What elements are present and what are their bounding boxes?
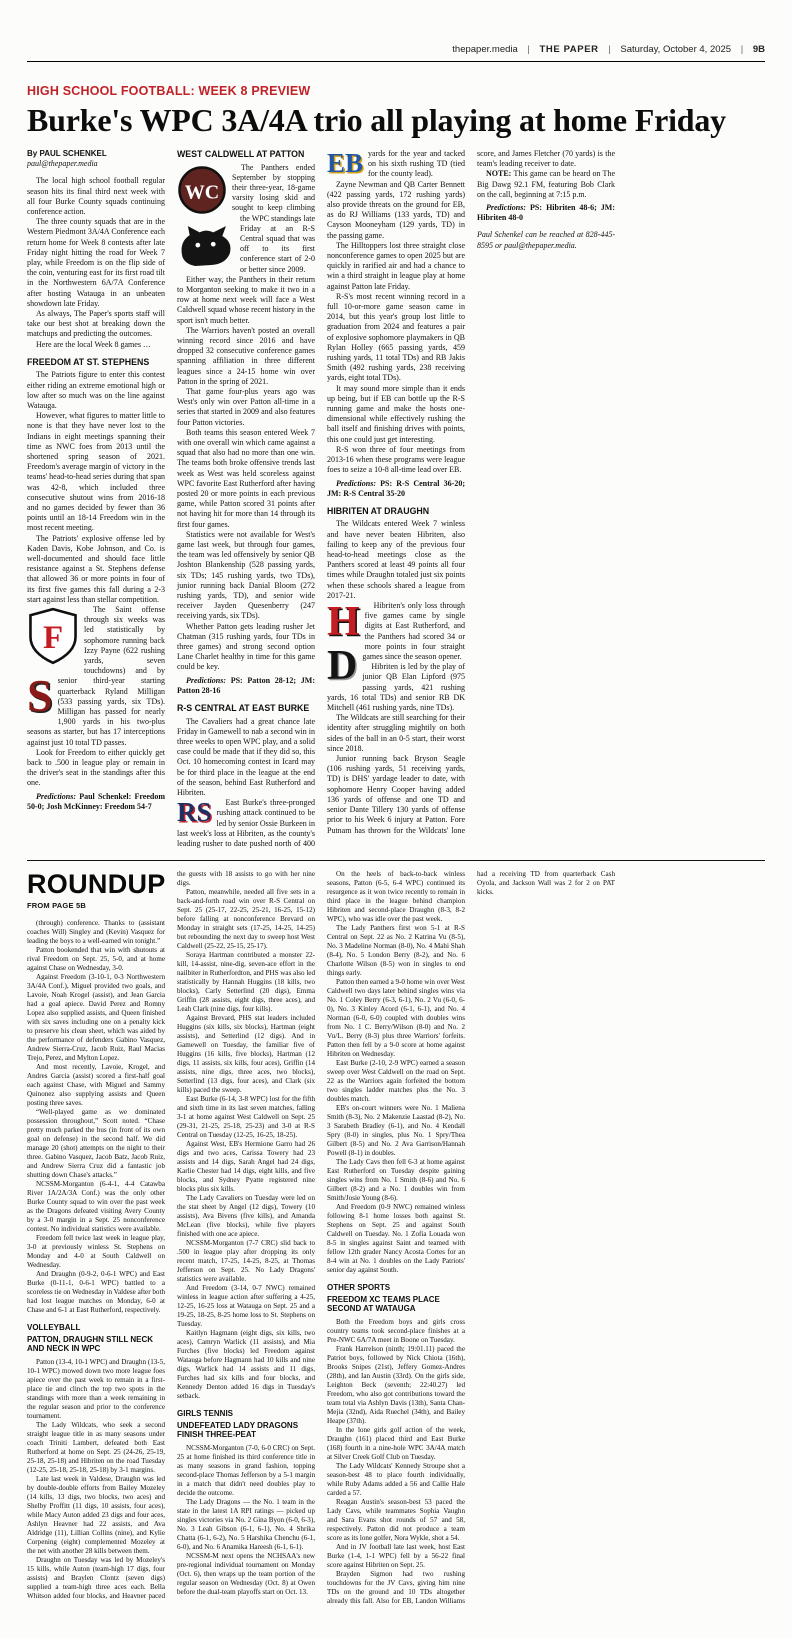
predictions-line: Predictions: PS: R-S Central 36-20; JM: R-S Central 35-20 [327,478,465,498]
article-paragraph: However, what figures to matter little to none is that they have never lost to the Indians in eight meetings spanning their time as NWC foes from 2013 until the shortened spring season of 2021. Freedom's average margin of victory in the teams' head-to-head series during that span was 42-8, which included three consecutive shutout wins from 2016-18 and no games decided by fewer than 36 points until an 18-14 Freedom win in the most recent meeting. [27,411,165,533]
masthead-separator: | [740,44,744,55]
article-paragraph: In the lone girls golf action of the week, Draughn (161) placed third and East Burke (168) fourth in a nine-hole WPC 3A/4A match at Silver Creek Golf Club on Tuesday. [327,1425,465,1461]
article-paragraph: Against Freedom (3-10-1, 0-3 Northwestern 3A/4A Conf.), Miguel provided two goals, and Lavoie, Noah Krogel (assist), and Jean Garcia had a goal apiece. David Perez and Romny Lopez also supplied assists, and Queen finished with six saves including one on a penalty kick to preserve his clean sheet, which was aided by the performance of defenders Gabino Vasquez, Andrew Sierra-Cruz, Jacob Ruiz, Raul Macias Trejo, Perez, and Mylton Lopez. [27,973,165,1062]
article-paragraph: And most recently, Lavoie, Krogel, and Andres Garcia (assist) scored a first-half goal each against Chase, with Miguel and Sammy Quinonez also supplying assists and Queen posting three saves. [27,1063,165,1107]
hibriten-logo [327,599,360,646]
article-paragraph: The Lady Cavs then fell 6-3 at home against East Rutherford on Tuesday despite gaining singles wins from No. 1 Smith (8-6) and No. 6 Gilbert (8-2) and a No. 1 doubles win from Smith/Josie Young (8-6). [327,1158,465,1202]
article-paragraph: Patton (13-4, 10-1 WPC) and Draughn (13-5, 10-1 WPC) mowed down two more league foes apiece over the past week to remain in a first-place tie and clinch the top two spots in the standings with more than a week remaining in the regular season and prior to the conference tournament. [27,1357,165,1420]
saints-s-icon: S [27,670,53,722]
article-paragraph: Reagan Austin's season-best 53 paced the Lady Cavs, while teammates Sophia Vaughn and Sara Evans shot rounds of 57 and 58, respectively. Patton did not produce a team score as its lone golfer, Nora Wykle, shot a 54. [327,1497,465,1542]
lead-in-label: Predictions: [486,203,531,213]
predictions-line: Predictions: Paul Schenkel: Freedom 50-0; Josh McKinney: Freedom 54-7 [27,791,166,811]
shield-icon [27,607,79,665]
article-paragraph: The Wildcats are still searching for their identity after struggling mightily on both sides of the ball in an 0-5 start, their worst since 2018. [327,713,465,753]
svg-text:F: F [42,620,64,657]
section-divider [27,860,765,861]
section-subhead: R-S CENTRAL AT EAST BURKE [177,703,310,714]
article-paragraph: The Hilltoppers lost three straight close nonconference games to open 2025 but are quickly in rarified air and had a chance to win a third straight in league play at home against Patton late Friday. [327,240,465,291]
article-paragraph: As always, The Paper's sports staff will take our best shot at breaking down the matchups and predicting the outcomes. [27,309,165,339]
article-paragraph: The three county squads that are in the Western Piedmont 3A/4A Conference each return home for Week 8 contests after late Friday night hitting the road for Week 7 play, while Freedom is on the flip side of the coin, venturing east for its first road tilt in the Northwestern 6A/7A Conference after hosting Watauga in an unbeaten showdown late Friday. [27,217,165,308]
article-paragraph: And Freedom (0-9 NWC) remained winless following 8-1 home losses both against St. Stephens on Sept. 25 and against South Caldwell on Tuesday. No. 1 Zofia Louada won 8-5 in singles against Saint and teamed with fellow 12th grader Nancy Acosta Cortes for an 8-4 win at No. 1 doubles on the Lady Patriots' senior day against South. [327,1203,465,1274]
sport-label: OTHER SPORTS [327,1283,391,1292]
section-subhead: PATTON, DRAUGHN STILL NECK AND NECK IN WPC [27,1334,154,1354]
article-paragraph: The Lady Panthers first won 5-1 at R-S Central on Sept. 22 as No. 2 Katrina Vu (8-5), No. 3 Madeline Norman (8-0), No. 4 Mahi Shah (8-4), No. 5 London Berry (8-2), and No. 6 Charlotte Wilson (8-5) won in singles to end things early. [327,924,465,977]
roundup-section [27,870,765,1610]
preview-article-columns [27,149,765,851]
main-headline: Burke's WPC 3A/4A trio all playing at home Friday [27,102,726,138]
roundup-columns [27,870,765,1610]
article-paragraph: Patton, meanwhile, needed all five sets in a back-and-forth road win over R-S Central on Sept. 25 (25-17, 22-25, 25-21, 16-25, 15-12) before falling at nonconference Brevard on Monday in straight sets (17-25, 14-25, 14-25) but rebounding the next day to sweep host West Caldwell (25-22, 25-15, 25-17). [177,888,315,950]
section-subhead: WEST CALDWELL AT PATTON [177,149,305,159]
article-paragraph: Soraya Hartman contributed a monster 22-kill, 14-assist, nine-dig, seven-ace effort in the nailbiter in Rutherfordton, and PHS was also led statistically by Hannah Huggins (18 kills, two blocks), Carly Setterlind (20 digs), Emma Griffin (28 assists, eight digs, three aces), and Leah Clark (nine digs, four kills). [177,951,315,1013]
hibriten-h-icon: H [327,599,360,646]
predictions-line: Predictions: PS: Hibriten 48-6; JM: Hibriten 48-0 [477,203,615,223]
masthead [27,44,765,62]
east-burke-logo [327,151,363,177]
article-paragraph: Hibriten's only loss through five games came by single digits at East Rutherford, and the Panthers had scored 34 or more points in four straight games since the season opener. [362,601,465,662]
article-paragraph: Against Brevard, PHS stat leaders included Huggins (six kills, six blocks), Hartman (eight assists), and Setterlind (12 digs). And in Gamewell on Tuesday, the familiar five of Huggins (16 kills, five blocks), Hartman (12 digs, 11 assists, six kills, four aces), Griffin (14 assists, nine digs, three aces, two blocks), Setterlind (13 digs, four aces), and Clark (six kills) paced the sweep. [177,1014,315,1094]
article-paragraph: The Wildcats entered Week 7 winless and have never beaten Hibriten, also failing to keep any of the previous four head-to-head meetings close as the Panthers scored at least 49 points all four times while Draughn totaled just six points when these schools shared a league from 2017-21. [327,519,465,600]
article-paragraph: Junior running back Bryson Seagle (106 rushing yards, 51 receiving yards, TD) is DHS' yardage leader to date, with sophomore Henry Cooper having added 136 yards of offense and one TD and senior Dante Tillery 130 yards of offense prior to his Week 6 injury at Patton. Fore Putnam has thrown for the Wildcats' lone score, and James Fletcher (70 yards) is the team's leading receiver to date. [327,149,615,835]
section-subhead: UNDEFEATED LADY DRAGONS FINISH THREE-PEAT [177,1420,299,1440]
draughn-d-icon: D [327,642,358,689]
article-paragraph: NCSSM-Morganton (7-7 CRC) slid back to .500 in league play after dropping its only recent match, 17-25, 14-25, 8-25, at Thomas Jefferson on Sept. 25. No Lady Dragons' statistics were available. [177,1239,315,1283]
article-paragraph: NCSSM-Morganton (7-0, 6-0 CRC) on Sept. 25 at home finished its third conference title in as many seasons in grand fashion, topping second-place Thomas Jefferson by a 5-1 margin in a match that didn't need doubles play to decide the outcome. [177,1443,315,1497]
lead-in-label: Predictions: [36,791,80,801]
article-paragraph: NCSSM-Morganton (6-4-1, 4-4 Catawba River 1A/2A/3A Conf.) was the only other Burke County squad to win over the past week as the Dragons defeated visiting Avery County by a 3-0 margin in a Sept. 25 nonconference contest. No individual statistics were available. [27,1180,165,1233]
panther-head-icon [177,224,235,268]
article-paragraph: EB's on-court winners were No. 1 Maliena Smith (8-3), No. 2 Makenzie Laastad (8-2), No. 3 Sarabeth Bradley (6-1), and No. 4 Kendall Spry (8-0) in singles, plus No. 1 Spry/Thea Gilbert (8-5) and No. 2 Ava Garrison/Hannah Powell (8-1) in doubles. [327,1104,465,1157]
article-paragraph: It may sound more simple than it ends up being, but if EB can bottle up the R-S running game and make the hosts one-dimensional while effectively rushing the ball itself and finishing drives with points, this one could just get interesting. [327,383,465,444]
article-paragraph: Kaitlyn Hagmann (eight digs, six kills, two aces), Camryn Warlick (11 assists), and Mia Furches (five blocks) led Freedom against Watauga before Hagmann had 10 kills and nine digs, Warlick had 14 assists and 11 digs, Furches had six kills and four blocks, and Kennedy Denton added 16 digs in Tuesday's setback. [177,1329,315,1400]
article-paragraph: That game four-plus years ago was West's only win over Patton all-time in a series that started in 2009 and also features four Patton victories. [177,386,315,427]
section-subhead: FREEDOM XC TEAMS PLACE SECOND AT WATAUGA [327,1294,440,1314]
article-paragraph: Here are the local Week 8 games … [36,339,151,349]
article-paragraph: And Draughn (0-9-2, 0-6-1 WPC) and East Burke (0-11-1, 0-6-1 WPC) battled to a scoreless tie on Wednesday in Valdese after both had lost league matches on Monday, 6-0 at Chase and 6-1 at East Rutherford, respectively. [27,1270,165,1314]
article-paragraph: Zayne Newman and QB Carter Bennett (422 passing yards, 172 rushing yards) also provide threats on the ground for EB, as do RJ Williams (133 yards, TD) and Cayson Mooneyham (129 yards, TD) in the passing game. [327,179,465,240]
article-paragraph: East Burke's three-pronged rushing attack continued to be led by senior Ossie Burkeen in last week's loss at Hibriten, as the county's leading rusher to date pushed north of 400 yards for the year and tacked on his sixth rushing TD (tied for the county lead). [177,149,465,848]
article-paragraph: The Warriors haven't posted an overall winning record since 2016 and have dropped 32 consecutive conference games spanning affiliation in three different leagues since a 24-15 home win over Patton in the spring of 2021. [177,325,315,386]
article-paragraph: Against West, EB's Hermione Garro had 26 digs and two aces, Carissa Towery had 23 assists and 14 digs, Sarah Angel had 24 digs, Karlie Chester had 14 digs, eight kills, and five blocks, and Sydney Pyatte registered nine blocks plus six kills. [177,1140,315,1193]
patton-panther-logo [177,224,235,273]
continued-from-label: FROM PAGE 5B [27,901,86,910]
note-line: NOTE: This game can be heard on The Big Dawg 92.1 FM, featuring Bob Clark on the call, beginning at 7:15 p.m. [477,169,615,199]
article-paragraph: Either way, the Panthers in their return to Morganton seeking to make it two in a row at home next week will face a West Caldwell squad whose recent history in the sport isn't much better. [177,274,315,325]
article-paragraph: Brayden Sigmon had two rushing touchdowns for the JV Cavs, giving him nine TDs on the ground and 10 TDs altogether already this fall. Also for EB, Landon Williams had a receiving TD from quarterback Cash Oyola, and Jackson Wall was 2 for 2 on PAT kicks. [327,870,615,1605]
article-paragraph: And in JV football late last week, host East Burke (1-4, 1-1 WPC) fell by a 56-22 final score against Hibriten on Sept. 25. [327,1542,465,1569]
article-paragraph: Both teams this season entered Week 7 with one overall win which came against a squad that also had no more than one win. The teams both broke offensive trends last week as West was held scoreless against WPC favorite East Rutherford after having posted 20 or more points in each previous game, while Patton scored 31 points after not having hit for more than 14 through its first four games. [177,427,315,529]
article-paragraph: Statistics were not available for West's game last week, but through four games, the team was led offensively by senior QB Joshton Blankenship (528 passing yards, six TDs; 145 rushing yards, two TDs), junior running back Danial Bloom (272 rushing yards, TD), and senior wide receiver Jayden Quesenberry (247 receiving yards, six TDs). [177,529,315,621]
article-paragraph: Draughn on Tuesday was led by Mozeley's 15 kills, while Auton (team-high 17 digs, four assists) and Braylen Clontz (seven digs) supplied a team-high three aces each. Bella Whitson added four blocks, and Heavner paced the guests with 18 assists to go with her nine digs. [27,870,315,1600]
article-paragraph: Late last week in Valdese, Draughn was led by double-double efforts from Bailey Mozeley (14 kills, 13 digs, two blocks, two aces) and Shelby Proffitt (11 digs, 10 assists, four aces), while Macy Auton added 23 digs and four aces, Ashlyn Heavner had 22 assists, and Ava Aldridge (11), Lillian Collins (nine), and Kylie Corpening (eight) complemented Mozeley at the net with another 28 kills between them. [27,1474,165,1555]
article-paragraph: Freedom fell twice last week in league play, 3-0 at previously winless St. Stephens on Monday and 4-0 at South Caldwell on Wednesday. [27,1234,165,1269]
article-paragraph: And Freedom (3-14, 0-7 NWC) remained winless in league action after suffering a 4-25, 12-25, 16-25 loss at Watauga on Sept. 25 and a 19-25, 18-25, 8-25 home loss to St. Stephens on Tuesday. [177,1284,315,1328]
article-paragraph: East Burke (2-10, 2-9 WPC) earned a season sweep over West Caldwell on the road on Sept. 22 as the Warriors again forfeited the bottom two singles ladder matches plus the No. 3 doubles match. [327,1059,465,1103]
west-caldwell-logo [177,165,227,220]
sport-label: VOLLEYBALL [27,1323,81,1332]
masthead-separator: | [608,44,611,55]
byline: By PAUL SCHENKEL [27,149,107,158]
contact-line: Paul Schenkel can be reached at 828-445-8595 or paul@thepaper.media. [477,230,615,250]
rs-central-logo [177,797,212,828]
masthead-separator: | [527,44,530,55]
article-paragraph: The Cavaliers had a great chance late Friday in Gamewell to nab a second win in three weeks to open WPC play, and a solid case could be made that if they did so, this Oct. 10 homecoming contest in Icard may be for third place in the league at the end of the season, behind East Rutherford and Hibriten. [177,716,315,797]
circle-badge-icon [177,165,227,215]
article-paragraph: The Lady Wildcats, who seek a second straight league title in as many seasons under coach Triniti Lambert, defeated both East Rutherford at home on Sept. 25 (24-26, 25-19, 25-18, 25-18) and Hibriten on the road Tuesday (12-25, 25-18, 25-18, 25-18) by 3-1 margins. [27,1420,165,1474]
sport-label: GIRLS TENNIS [177,1409,234,1418]
article-paragraph: Patton bookended that win with shutouts at rival Freedom on Sept. 25, 5-0, and at home against Chase on Wednesday, 3-0. [27,946,165,972]
rs-monogram-icon: RS [177,797,212,828]
article-paragraph: On the heels of back-to-back winless seasons, Patton (6-5, 6-4 WPC) continued its resurgence as it won twice recently to remain in third place in the league behind champion Hibriten and second-place Draughn (8-3, 8-2 WPC), who was idle over the past week. [327,870,465,923]
freedom-shield-logo [27,607,79,670]
section-kicker: HIGH SCHOOL FOOTBALL: WEEK 8 PREVIEW [27,84,311,98]
article-paragraph: Patton then earned a 9-0 home win over West Caldwell two days later behind singles wins via No. 1 Coley Berry (6-3, 6-1), No. 2 Vu (6-0, 6-0), No. 3 Kinley Acord (6-1, 6-1), and No. 4 Norman (6-0, 6-0) coupled with doubles wins from No. 1 C. Berry/Wilson (8-0) and No. 2 Vu/L. Berry (8-3) plus three Warriors' forfeits. Patton then fell by a 9-0 score at home against Hibriten on Wednesday. [327,978,465,1058]
article-paragraph: East Burke (6-14, 3-8 WPC) lost for the fifth and sixth time in its last seven matches, falling 3-1 at home against West Caldwell on Sept. 25 (29-31, 21-25, 25-18, 25-23) and 3-0 at R-S Central on Tuesday (12-25, 16-25, 18-25). [177,1095,315,1139]
masthead-paper-name: THE PAPER [539,44,599,55]
byline-email: paul@thepaper.media [27,159,98,169]
article-paragraph: Look for Freedom to either quickly get back to .500 in league play or remain in the driver's seat in the standings after this one. [27,747,165,788]
article-paragraph: The Saint offense through six weeks was led statistically by sophomore running back Izzy Payne (622 rushing yards, seven touchdowns) and by senior third-year starting quarterback Ryland Milligan (533 passing yards, six TDs). Milligan has passed for nearly 1,900 yards in his two-plus seasons as starter, but has 17 interceptions against just 10 total TD passes. [27,605,165,747]
predictions-line: Predictions: PS: Patton 28-12; JM: Patton 28-16 [177,675,315,695]
masthead-date: Saturday, October 4, 2025 [620,44,732,55]
article-paragraph: The Panthers ended September by stopping their three-year, 18-game varsity losing skid and sought to keep climbing the WPC standings late Friday at an R-S Central squad that was off to its first conference start of 2-0 or better since 2009. [232,162,315,274]
article-paragraph: The Lady Wildcats' Kennedy Stroupe shot a season-best 48 to place fourth individually, while Ruby Adams added a 56 and Callie Hale carded a 57. [327,1461,465,1497]
article-paragraph: Whether Patton gets leading rusher Jet Chatman (315 rushing yards, four TDs in three games) and strong second option Lane Charlet healthy in time for this game could be key. [177,621,315,672]
section-subhead: HIBRITEN AT DRAUGHN [327,505,430,516]
masthead-page-number: 9B [752,44,765,55]
article-paragraph: Both the Freedom boys and girls cross country teams took second-place finishes at a Pre-NWC 6A/7A meet in Boone on Tuesday. [327,1317,465,1344]
lead-in-label: NOTE: [486,169,514,179]
lead-in-label: Predictions: [336,478,381,488]
article-paragraph: The Lady Cavaliers on Tuesday were led on the stat sheet by Angel (12 digs), Towery (10 assists), Ava Bivens (five kills), and Amanda McLean (five blocks), while five players finished with one ace apiece. [177,1194,315,1238]
section-subhead: FREEDOM AT ST. STEPHENS [27,356,150,367]
draughn-logo [327,642,358,689]
football-preview-section [27,84,765,851]
article-paragraph: The Patriots figure to enter this contest either riding an extreme emotional high or low after so much was on the line against Watauga. [27,370,165,410]
masthead-site: thepaper.media [452,44,518,55]
article-paragraph: The Lady Dragons — the No. 1 team in the state in the latest 1A RPI ratings — picked up singles victories via No. 2 Gina Byon (6-0, 6-3), No. 3 Leah Gibson (6-1, 6-1), No. 4 Shrika Chatta (6-1, 6-2), No. 5 Harshika Chenchu (6-1, 6-0), and No. 6 Anamika Hareesh (6-1, 6-1). [177,1497,315,1551]
roundup-title: ROUNDUP [27,870,166,899]
article-paragraph: “Well-played game as we dominated possession throughout,” Scott noted. “Chase pretty much parked the bus (in front of its own goal on defense) in the second half. We did manage 20 (shot) attempts on the night to their three. Gabino Vasquez, Jacob Batz, Jacob Ruiz, and Andrew Sierra Cruz did a fantastic job shutting down Chase's attacks.” [27,1108,165,1179]
article-paragraph: Frank Harrelson (ninth; 19:01.11) paced the Patriot boys, followed by Nick Chiota (16th), Brooks Snipes (21st), Jeffery Gomez-Andres (28th), and Ian Austin (33rd). On the girls side, Leighton Beck (seventh; 22:40.27) led Freedom, who also got contributions toward the team total via Ashlyn Davis (13th), Santa Chan-Mejia (32nd), Aida Ruechel (34th), and Bailey Heape (37th). [327,1344,465,1425]
article-paragraph: NCSSM-M next opens the NCHSAA's new pre-regional individual tournament on Monday (Oct. 6), then wraps up the team portion of the regular season on Wednesday (Oct. 8) at Owen before the dual-team playoffs start on Oct. 13. [177,1551,315,1596]
svg-text:WC: WC [184,180,220,203]
st-stephens-logo [27,670,53,722]
article-paragraph: R-S won three of four meetings from 2013-16 when these programs were league foes to seize a 10-8 all-time lead over EB. [327,444,465,475]
lead-in-label: Predictions: [186,675,231,685]
article-paragraph: Hibriten is led by the play of junior QB Elan Lipford (975 passing yards, 421 rushing yards, 16 total TDs) and senior RB DK Mitchell (461 rushing yards, nine TDs). [327,662,465,713]
article-paragraph: The Patriots' explosive offense led by Kaden Davis, Kobe Johnson, and Co. is well-documented and should face little resistance against a St. Stephens defense that allowed 36 or more points in four of its first five games this fall during a 2-3 start against less than stellar competition. [27,533,165,604]
article-paragraph: (through) conference. Thanks to (assistant coaches Will) Singley and (Kevin) Vasquez for leading the boys to a well-earned win tonight.” [27,919,165,945]
article-paragraph: R-S's most recent winning record in a full 10-or-more game season came in 2014, but this year's group lost little to graduation from 2024 and features a pair of explosive sophomore playmakers in QB Rylan Holley (665 passing yards, 459 rushing yards, 11 total TDs) and RB Jakis Smith (492 rushing yards, 238 receiving yards, eight total TDs). [327,291,465,383]
article-paragraph: The local high school football regular season hits its final third next week with all four Burke County squads continuing conference action. [27,176,165,217]
eb-monogram-icon: EB [327,149,364,178]
